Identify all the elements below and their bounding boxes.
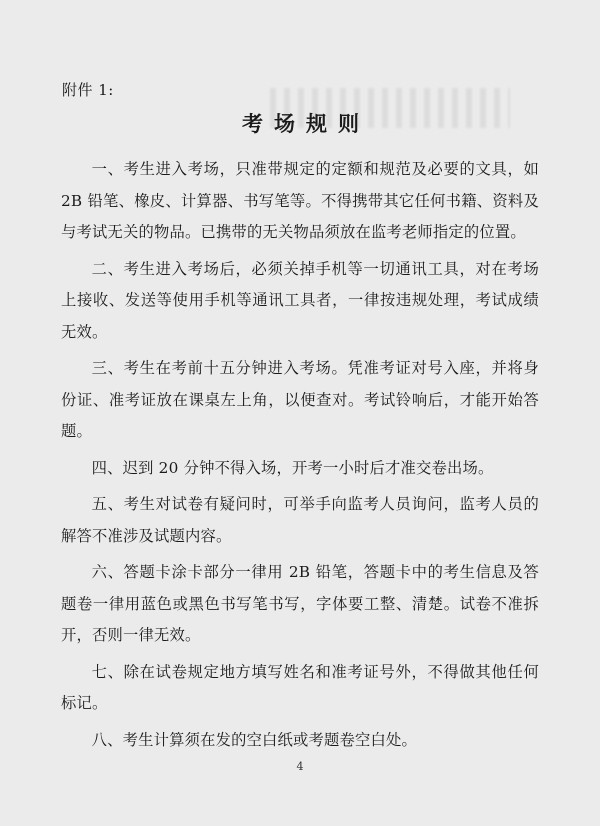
rule-paragraph: 七、除在试卷规定地方填写姓名和准考证号外，不得做其他任何标记。 [61, 662, 539, 712]
rule-paragraph: 六、答题卡涂卡部分一律用 2B 铅笔，答题卡中的考生信息及答题卷一律用蓝色或黑色书写笔书写，字体要工整、清楚。试卷不准拆开，否则一律无效。 [61, 563, 539, 644]
rules-body [61, 154, 539, 761]
rule-paragraph: 二、考生进入考场后，必须关掉手机等一切通讯工具，对在考场上接收、发送等使用手机等通讯工具者，一律按违规处理，考试成绩无效。 [61, 259, 539, 341]
rule-paragraph: 四、迟到 20 分钟不得入场，开考一小时后才准交卷出场。 [91, 458, 494, 477]
rule-paragraph: 三、考生在考前十五分钟进入考场。凭准考证对号入座，并将身份证、准考证放在课桌左上角，以便查对。考试铃响后，才能开始答题。 [61, 359, 539, 440]
attachment-label: 附件 1: [62, 81, 114, 99]
page-number: 4 [296, 760, 304, 773]
rule-paragraph: 五、考生对试卷有疑问时，可举手向监考人员询问，监考人员的解答不准涉及试题内容。 [61, 495, 539, 545]
rule-paragraph: 一、考生进入考场，只准带规定的定额和规范及必要的文具，如 2B 铅笔、橡皮、计算器、书写笔等。不得携带其它任何书籍、资料及与考试无关的物品。已携带的无关物品须放在监考老师指定的位置。 [61, 160, 539, 241]
page-title: 考场规则 [242, 111, 370, 136]
rule-paragraph: 八、考生计算须在发的空白纸或考题卷空白处。 [91, 730, 418, 749]
